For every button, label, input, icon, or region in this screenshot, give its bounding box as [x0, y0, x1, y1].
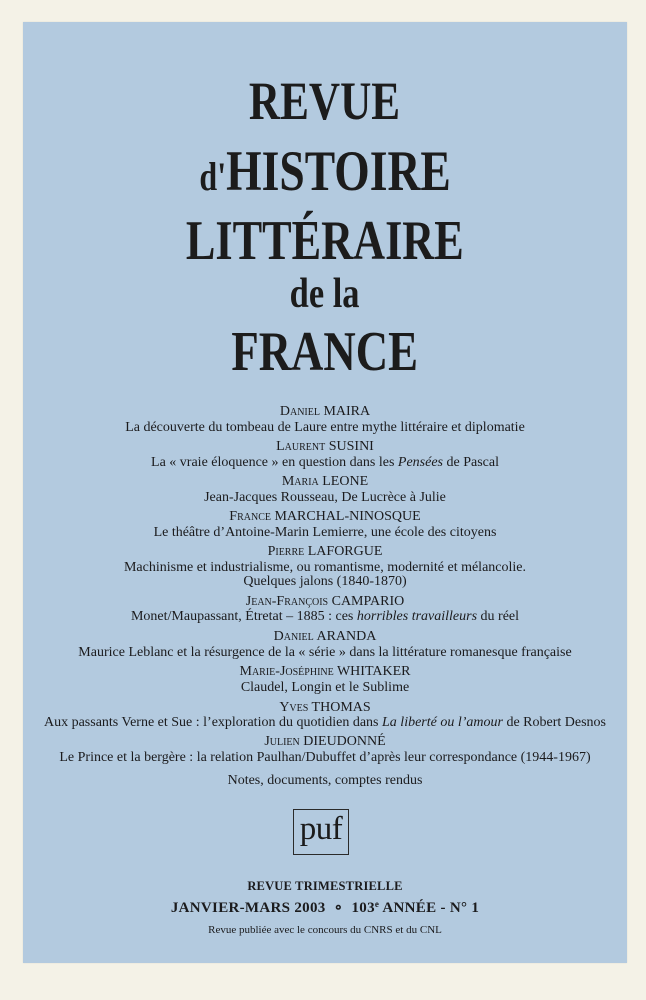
toc-article-title: Claudel, Longin et le Sublime [240, 680, 410, 695]
issue-year-label: ANNÉE [382, 900, 437, 916]
toc-article-title: Machinisme et industrialisme, ou romantisme, modernité et mélancolie. [123, 560, 526, 575]
toc-author: Daniel MAIRA [279, 404, 371, 419]
toc-author: Maria LEONE [281, 474, 369, 489]
separator-icon: ∘ [333, 900, 344, 916]
issue-year-number: 103 [351, 900, 375, 916]
toc-author: Jean-François CAMPARIO [245, 594, 405, 609]
masthead-de-la: de la [290, 271, 360, 317]
sponsor-note: Revue publiée avec le concours du CNRS et du CNL [208, 924, 442, 936]
masthead-d-prefix: d' [199, 154, 226, 199]
toc-article-title: Aux passants Verne et Sue : l’exploration du quotidien dans La liberté ou l’amour de Robert Desnos [43, 715, 607, 730]
toc-author: Pierre LAFORGUE [267, 544, 383, 559]
journal-cover [23, 22, 627, 963]
masthead-revue: REVUE [249, 71, 401, 131]
toc-author: Yves THOMAS [279, 700, 371, 715]
puf-logo [293, 809, 349, 855]
toc-article-title-cont: Quelques jalons (1840-1870) [243, 574, 407, 589]
masthead-line-france [23, 321, 627, 383]
toc-article-title: Maurice Leblanc et la résurgence de la « série » dans la littérature romanesque française [78, 645, 572, 660]
toc-article-title: Jean-Jacques Rousseau, De Lucrèce à Julie [204, 490, 446, 505]
periodicity-label: REVUE TRIMESTRIELLE [247, 879, 403, 893]
masthead-litteraire: LITTÉRAIRE [186, 210, 464, 272]
masthead-histoire: HISTOIRE [225, 140, 451, 203]
issue-info: JANVIER-MARS 2003 ∘ 103e ANNÉE - N° 1 [170, 899, 480, 916]
toc-article-title: Le Prince et la bergère : la relation Paulhan/Dubuffet d’après leur correspondance (1944-1967) [59, 750, 591, 765]
toc-author: France MARCHAL-NINOSQUE [229, 509, 421, 524]
puf-logo-text: puf [299, 810, 343, 847]
toc-article-title: Le théâtre d’Antoine-Marin Lemierre, une école des citoyens [153, 525, 497, 540]
masthead-line-histoire [23, 140, 627, 203]
toc-author: Julien DIEUDONNÉ [264, 734, 386, 749]
toc-author: Daniel ARANDA [273, 629, 377, 644]
issue-number: N° 1 [449, 900, 480, 916]
toc-article-title: Monet/Maupassant, Étretat – 1885 : ces horribles travailleurs du réel [130, 609, 520, 624]
issue-period: JANVIER-MARS 2003 [170, 900, 326, 916]
masthead-line-litteraire [23, 210, 627, 272]
toc-author: Marie-Joséphine WHITAKER [239, 664, 411, 679]
masthead-france: FRANCE [231, 321, 419, 383]
toc-article-title: La découverte du tombeau de Laure entre mythe littéraire et diplomatie [125, 420, 525, 435]
masthead-line-de-la [23, 273, 627, 315]
toc-author: Laurent SUSINI [276, 439, 374, 454]
toc-sections-note: Notes, documents, comptes rendus [227, 773, 423, 788]
masthead-line-revue [23, 71, 627, 131]
toc-article-title: La « vraie éloquence » en question dans les Pensées de Pascal [151, 455, 499, 470]
